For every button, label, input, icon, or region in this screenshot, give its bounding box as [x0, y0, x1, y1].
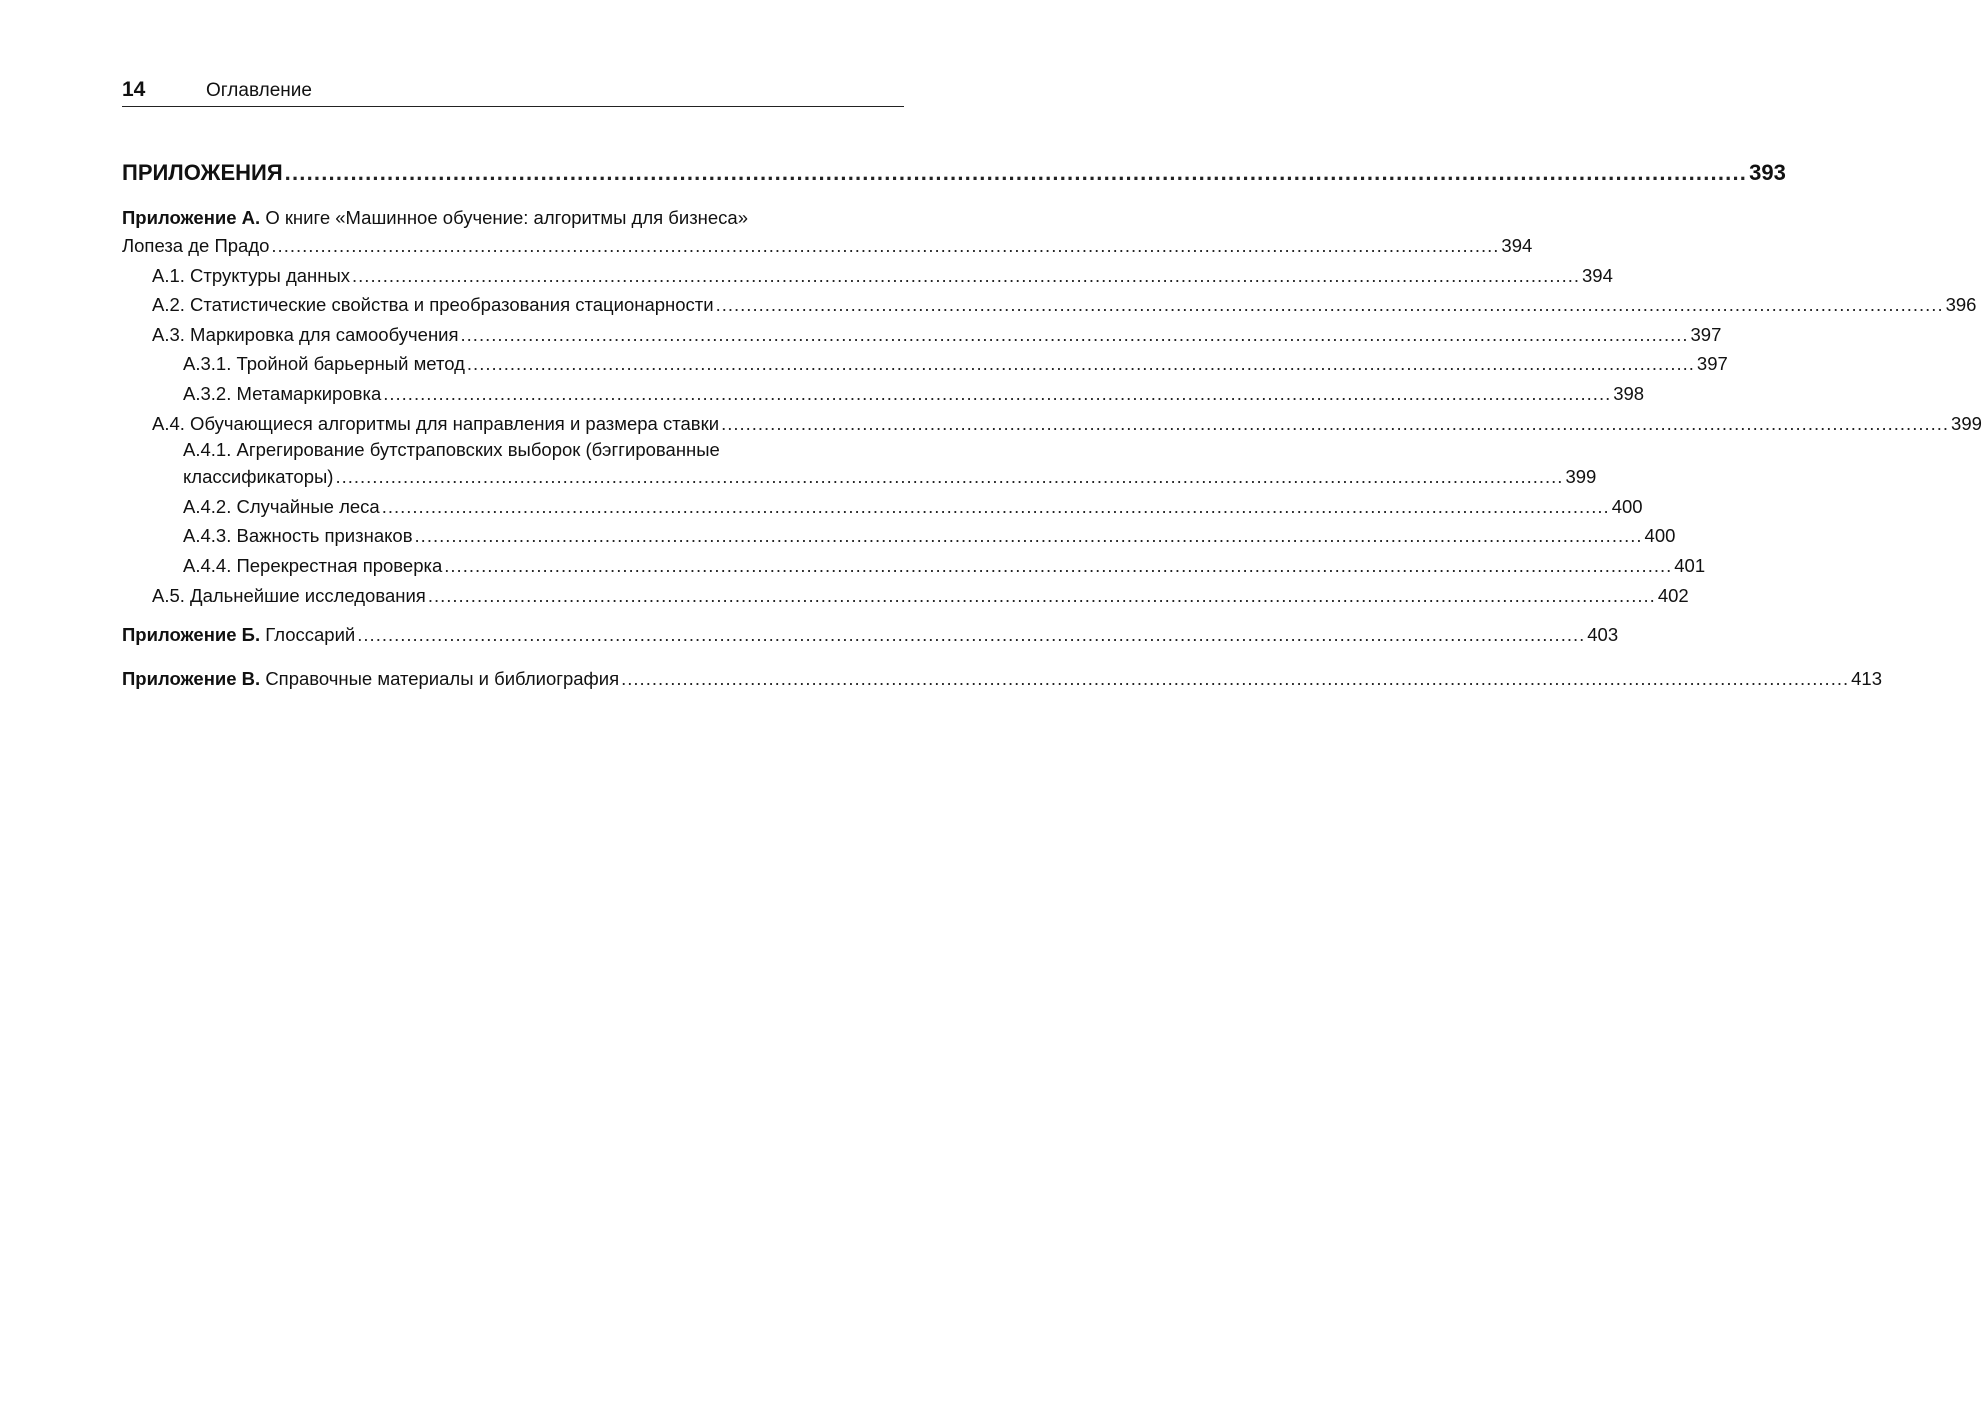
toc-entry-appendix-a[interactable]: [122, 231, 1533, 261]
toc-entry-a3-1[interactable]: [122, 349, 1728, 379]
toc-entry-a1[interactable]: [122, 261, 1613, 291]
toc-label: А.4. Обучающиеся алгоритмы для направления и размера ставки: [152, 412, 720, 434]
part-page: 393: [1749, 160, 1786, 185]
appendix-v-prefix: Приложение В.: [122, 667, 261, 689]
toc-label: А.3.2. Метамаркировка: [183, 382, 382, 404]
toc-page: 403: [1587, 624, 1619, 646]
appendix-a-title-line1[interactable]: [122, 205, 904, 231]
toc-label: А.2. Статистические свойства и преобразования стационарности: [152, 294, 714, 316]
toc-page: 397: [1696, 353, 1728, 375]
leader-dots: ........................................................................................................................................................................................................: [414, 525, 1643, 547]
toc-page: 399: [1565, 466, 1597, 488]
toc-entry-a2[interactable]: [122, 290, 1977, 320]
toc-entry-a4-4[interactable]: [122, 551, 1706, 581]
toc-entry-appendix-v[interactable]: [122, 664, 1882, 694]
toc-page: 400: [1611, 495, 1643, 517]
leader-dots: ........................................................................................................................................................................................................: [466, 353, 1695, 375]
leader-dots: ........................................................................................................................................................................................................: [721, 412, 1950, 434]
leader-dots: ........................................................................................................................................................................................................: [381, 495, 1610, 517]
leader-dots: ........................................................................................................................................................................................................: [335, 466, 1564, 488]
toc-page: 413: [1851, 667, 1882, 689]
toc-page: 394: [1582, 264, 1613, 286]
toc-label: А.4.2. Случайные леса: [183, 495, 380, 517]
running-title: Оглавление: [206, 80, 312, 101]
toc-label: классификаторы): [183, 466, 334, 488]
toc-page: 400: [1644, 525, 1676, 547]
toc-label: А.3.1. Тройной барьерный метод: [183, 353, 465, 375]
toc-label: А.4.4. Перекрестная проверка: [183, 554, 443, 576]
part-title: ПРИЛОЖЕНИЯ: [122, 160, 283, 185]
toc-label: А.3. Маркировка для самообучения: [152, 323, 459, 345]
leader-dots: ........................................................................................................................................................................................................: [383, 382, 1612, 404]
leader-dots: ........................................................................................................................................................................................................: [284, 160, 1748, 185]
leader-dots: ........................................................................................................................................................................................................: [271, 235, 1500, 256]
leader-dots: ........................................................................................................................................................................................................: [444, 554, 1673, 576]
toc-entry-a5[interactable]: [122, 581, 1689, 611]
appendix-b-title: Глоссарий: [265, 624, 356, 646]
toc-label: А.1. Структуры данных: [152, 264, 351, 286]
page-number: 14: [122, 78, 146, 101]
toc-entry-a4-1-line1[interactable]: А.4.1. Агрегирование бутстраповских выборок (бэггированные: [183, 439, 720, 461]
toc-entry-a4[interactable]: [122, 409, 1982, 439]
leader-dots: ........................................................................................................................................................................................................: [621, 667, 1850, 689]
toc-label: [122, 620, 355, 650]
toc-label: [122, 664, 619, 694]
running-header: [122, 74, 904, 107]
appendix-b-prefix: Приложение Б.: [122, 624, 261, 646]
leader-dots: ........................................................................................................................................................................................................: [352, 264, 1581, 286]
toc-entry-a4-2[interactable]: [122, 492, 1643, 522]
toc-entry-a4-1[interactable]: [122, 462, 1597, 492]
table-of-contents: [122, 155, 1982, 693]
toc-label: А.5. Дальнейшие исследования: [152, 584, 426, 606]
toc-page: 401: [1674, 554, 1706, 576]
toc-label: А.4.3. Важность признаков: [183, 525, 413, 547]
toc-entry-a3[interactable]: [122, 320, 1722, 350]
leader-dots: ........................................................................................................................................................................................................: [460, 323, 1689, 345]
toc-page: 399: [1951, 412, 1982, 434]
toc-page: 398: [1613, 382, 1645, 404]
toc-page: 402: [1657, 584, 1689, 606]
appendix-a-title: О книге «Машинное обучение: алгоритмы для бизнеса»: [265, 207, 749, 228]
toc-page: 396: [1945, 294, 1977, 316]
leader-dots: ........................................................................................................................................................................................................: [357, 624, 1586, 646]
appendix-a-prefix: Приложение А.: [122, 207, 261, 228]
toc-entry-a4-3[interactable]: [122, 521, 1676, 551]
toc-page: 394: [1501, 235, 1533, 256]
leader-dots: ........................................................................................................................................................................................................: [427, 584, 1656, 606]
toc-entry-a3-2[interactable]: [122, 379, 1645, 409]
toc-page: 397: [1690, 323, 1722, 345]
toc-entry-appendix-b[interactable]: [122, 620, 1619, 650]
appendix-v-title: Справочные материалы и библиография: [265, 667, 620, 689]
leader-dots: ........................................................................................................................................................................................................: [715, 294, 1944, 316]
toc-part-appendices[interactable]: [122, 155, 1786, 191]
appendix-a-title-cont: Лопеза де Прадо: [122, 235, 270, 256]
